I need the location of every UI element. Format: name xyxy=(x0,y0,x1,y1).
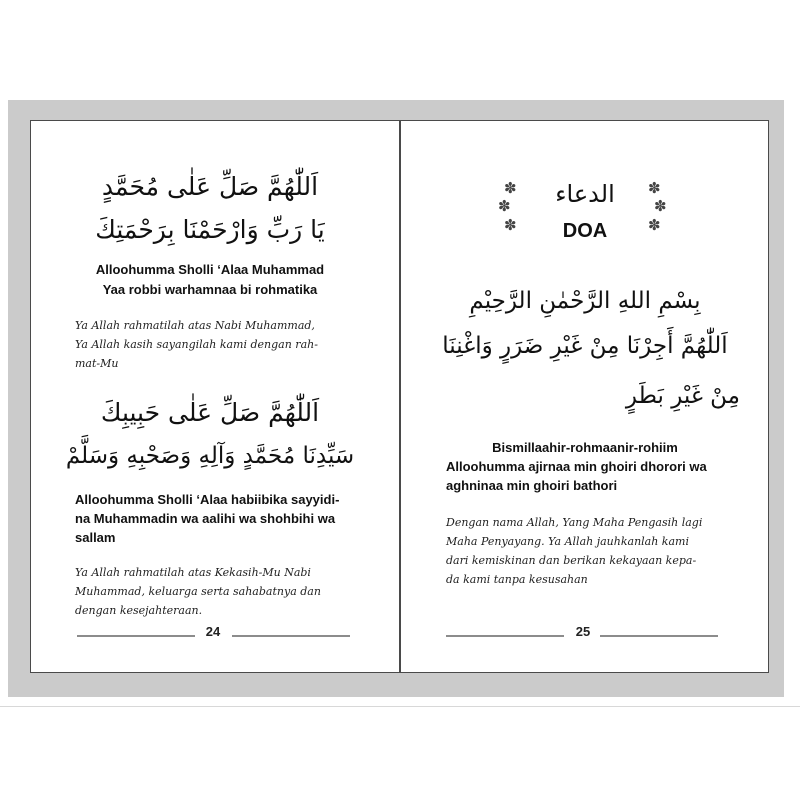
translation-line: Muhammad, keluarga serta sahabatnya dan xyxy=(75,585,321,598)
transliteration-line: Alloohumma Sholli ‘Alaa habiibika sayyidi- xyxy=(75,492,340,507)
transliteration-line: Bismillaahir-rohmaanir-rohiim xyxy=(492,440,678,455)
bottom-divider xyxy=(0,706,800,707)
arabic-line: اَللّٰهُمَّ صَلِّ عَلٰى حَبِيبِكَ xyxy=(100,398,320,427)
translation-line: Ya Allah rahmatilah atas Nabi Muhammad, xyxy=(75,319,315,332)
ornament-flower-icon: ✽ xyxy=(648,216,661,234)
transliteration-line: na Muhammadin wa aalihi wa shohbihi wa xyxy=(75,511,336,526)
ornament-flower-icon: ✽ xyxy=(654,197,667,215)
arabic-line: اَللّٰهُمَّ صَلِّ عَلٰى مُحَمَّدٍ xyxy=(101,172,319,201)
footer-rule-left xyxy=(77,635,195,637)
arabic-line: يَا رَبِّ وَارْحَمْنَا بِرَحْمَتِكَ xyxy=(95,215,325,244)
translation-line: da kami tanpa kesusahan xyxy=(446,573,588,586)
translation-line: Maha Penyayang. Ya Allah jauhkanlah kami xyxy=(446,535,689,548)
footer-rule-right xyxy=(232,635,350,637)
translation-line: mat-Mu xyxy=(75,357,119,370)
transliteration-line: sallam xyxy=(75,530,116,545)
translation-line: dengan kesejahteraan. xyxy=(75,604,203,617)
arabic-line: سَيِّدِنَا مُحَمَّدٍ وَآلِهِ وَصَحْبِهِ وَسَلَّمْ xyxy=(65,443,355,469)
transliteration-line: aghninaa min ghoiri bathori xyxy=(446,478,618,493)
arabic-line: بِسْمِ اللهِ الرَّحْمٰنِ الرَّحِيْمِ xyxy=(469,288,701,314)
ornament-flower-icon: ✽ xyxy=(504,216,517,234)
ornament-flower-icon: ✽ xyxy=(504,179,517,197)
translation-line: Ya Allah rahmatilah atas Kekasih-Mu Nabi xyxy=(75,566,311,579)
footer-rule-left xyxy=(446,635,564,637)
footer-rule-right xyxy=(600,635,718,637)
arabic-line: اَللّٰهُمَّ أَجِرْنَا مِنْ غَيْرِ ضَرَرٍ وَاغْنِنَا xyxy=(442,333,728,359)
transliteration-line: Yaa robbi warhamnaa bi rohmatika xyxy=(102,282,318,297)
section-title-arabic: الدعاء xyxy=(555,180,615,208)
section-title: DOA xyxy=(562,220,608,242)
ornament-flower-icon: ✽ xyxy=(498,197,511,215)
ornament-flower-icon: ✽ xyxy=(648,179,661,197)
transliteration-line: Alloohumma ajirnaa min ghoiri dhorori wa xyxy=(446,459,707,474)
page-number: 25 xyxy=(575,624,591,639)
transliteration-line: Alloohumma Sholli ‘Alaa Muhammad xyxy=(95,262,325,277)
translation-line: Ya Allah kasih sayangilah kami dengan rah- xyxy=(75,338,318,351)
page-number: 24 xyxy=(205,624,221,639)
translation-line: Dengan nama Allah, Yang Maha Pengasih lagi xyxy=(446,516,703,529)
arabic-line: مِنْ غَيْرِ بَطَرٍ xyxy=(625,383,740,409)
translation-line: dari kemiskinan dan berikan kekayaan kepa- xyxy=(446,554,697,567)
